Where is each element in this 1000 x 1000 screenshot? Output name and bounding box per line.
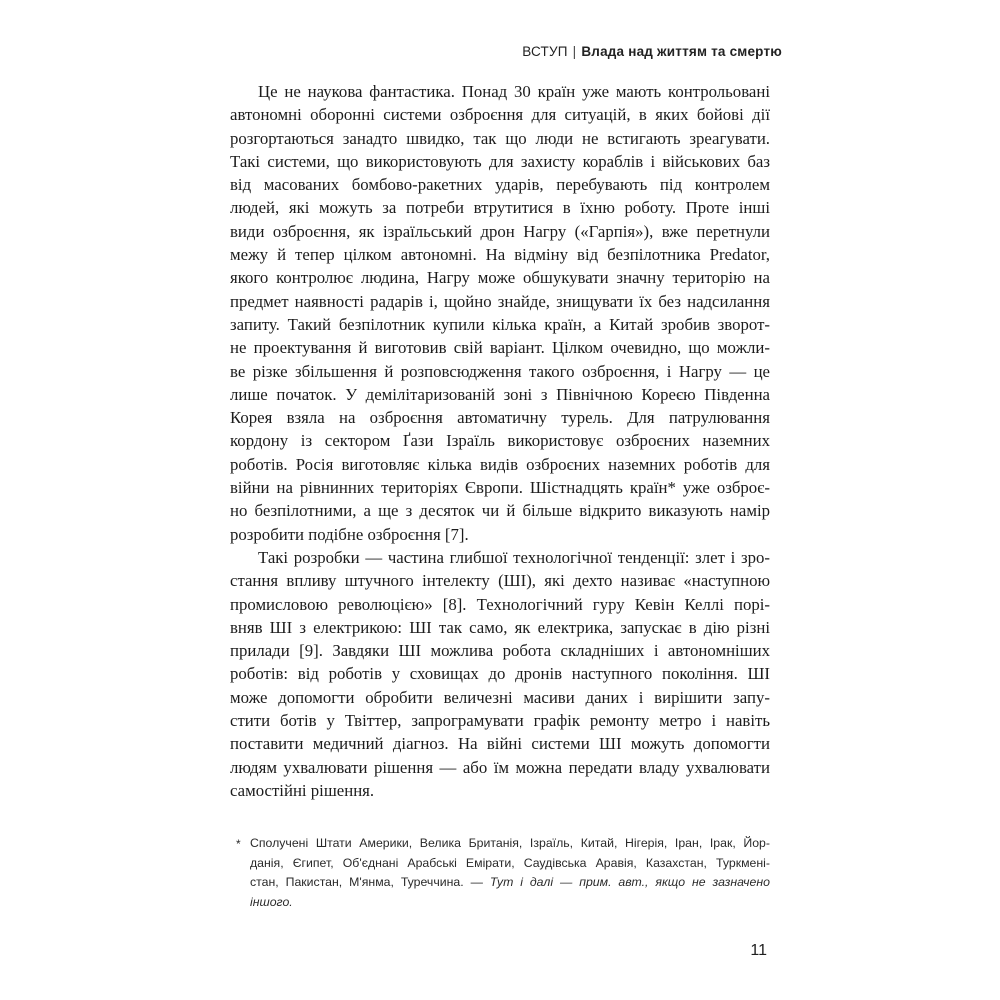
text-line: автономні оборонні системи озброєння для ситуацій, в яких бойові дії — [230, 105, 770, 125]
header-separator: | — [572, 44, 577, 59]
footnote-line: Сполучені Штати Америки, Велика Британія, Ізраїль, Китай, Нігерія, Іран, Ірак, Йор- — [250, 836, 770, 850]
page-number: 11 — [750, 942, 767, 959]
text-line: може допомогти обробити величезні масиви даних і вирішити запу- — [230, 687, 770, 707]
running-header — [522, 44, 782, 59]
text-line: кордону із сектором Ґази Ізраїль використовує озброєних наземних — [230, 431, 770, 451]
text-line: людям ухвалювати рішення — або їм можна передати владу ухвалювати — [230, 757, 770, 777]
text-line: якого контролює людина, Нагру може обшукувати значну територію на — [230, 268, 770, 288]
text-line: Такі системи, що використовують для захисту кораблів і військових баз — [230, 151, 770, 171]
footnote — [236, 834, 770, 912]
text-line: но безпілотними, а ще з десяток чи й більше відкрито виказують намір — [230, 501, 770, 521]
text-line: не проектування й виготовив свій варіант. Цілком очевидно, що можли- — [230, 338, 770, 358]
text-line: розгортаються занадто швидко, так що люди не встигають зреагувати. — [230, 128, 770, 148]
footnote-line-text: стан, Пакистан, М'янма, Туреччина. — — [250, 875, 490, 890]
text-line: вняв ШІ з електрикою: ШІ так само, як електрика, запускає в дію різні — [230, 617, 770, 637]
footnote-line — [250, 873, 770, 893]
text-line: прилади [9]. Завдяки ШІ можлива робота складніших і автономніших — [230, 641, 770, 661]
text-line: Корея взяла на озброєння автоматичну турель. Для патрулювання — [230, 408, 770, 428]
text-line: Такі розробки — частина глибшої технологічної тенденції: злет і зро- — [258, 547, 770, 567]
text-line: промисловою революцією» [8]. Технологічний гуру Кевін Келлі порі- — [230, 594, 770, 614]
text-line: людей, які можуть за потреби втрутитися в їхню роботу. Проте інші — [230, 198, 770, 218]
paragraph-2 — [230, 546, 770, 802]
text-line: запиту. Такий безпілотник купили кілька країн, а Китай зробив зворот- — [230, 314, 770, 334]
footnote-line-italic: іншого. — [250, 894, 293, 909]
text-line: види озброєння, як ізраїльський дрон Нагру («Гарпія»), вже перетнули — [230, 221, 770, 241]
text-line: предмет наявності радарів і, щойно знайде, знищувати їх без надсилання — [230, 291, 770, 311]
text-line: поставити медичний діагноз. На війні системи ШІ можуть допомогти — [230, 734, 770, 754]
text-line: розробити подібне озброєння [7]. — [230, 524, 469, 544]
text-line: від масованих бомбово-ракетних ударів, перебувають під контролем — [230, 175, 770, 195]
footnote-line: данія, Єгипет, Об'єднані Арабські Емірати, Саудівська Аравія, Казахстан, Туркмені- — [250, 855, 770, 870]
text-line: роботів. Росія виготовляє кілька видів озброєних наземних роботів для — [230, 454, 770, 474]
header-title: Влада над життям та смертю — [581, 44, 782, 59]
text-line: стання впливу штучного інтелекту (ШІ), які дехто називає «наступною — [230, 571, 770, 591]
text-line: самостійні рішення. — [230, 780, 375, 800]
text-line: Це не наукова фантастика. Понад 30 країн уже мають контрольовані — [258, 82, 770, 101]
text-line: війни на рівнинних територіях Європи. Шістнадцять країн* уже озброє- — [230, 478, 770, 498]
header-section: ВСТУП — [522, 44, 568, 59]
text-line: роботів: від роботів у сховищах до дронів наступного покоління. ШІ — [230, 664, 770, 684]
body-text — [230, 80, 770, 802]
paragraph-1 — [230, 80, 770, 546]
text-line: лише початок. У демілітаризованій зоні з Північною Кореєю Південна — [230, 384, 770, 404]
text-line: стити ботів у Твіттер, запрограмувати графік ремонту метро і навіть — [230, 711, 770, 731]
footnote-italic-note: Тут і далі — прим. авт., якщо не зазначено — [489, 875, 770, 890]
text-line: межу й тепер цілком автономні. На відміну від безпілотника Predator, — [230, 245, 770, 265]
text-line: ве різке збільшення й розповсюдження такого озброєння, і Нагру — це — [230, 361, 770, 381]
footnote-marker: * — [236, 837, 241, 851]
